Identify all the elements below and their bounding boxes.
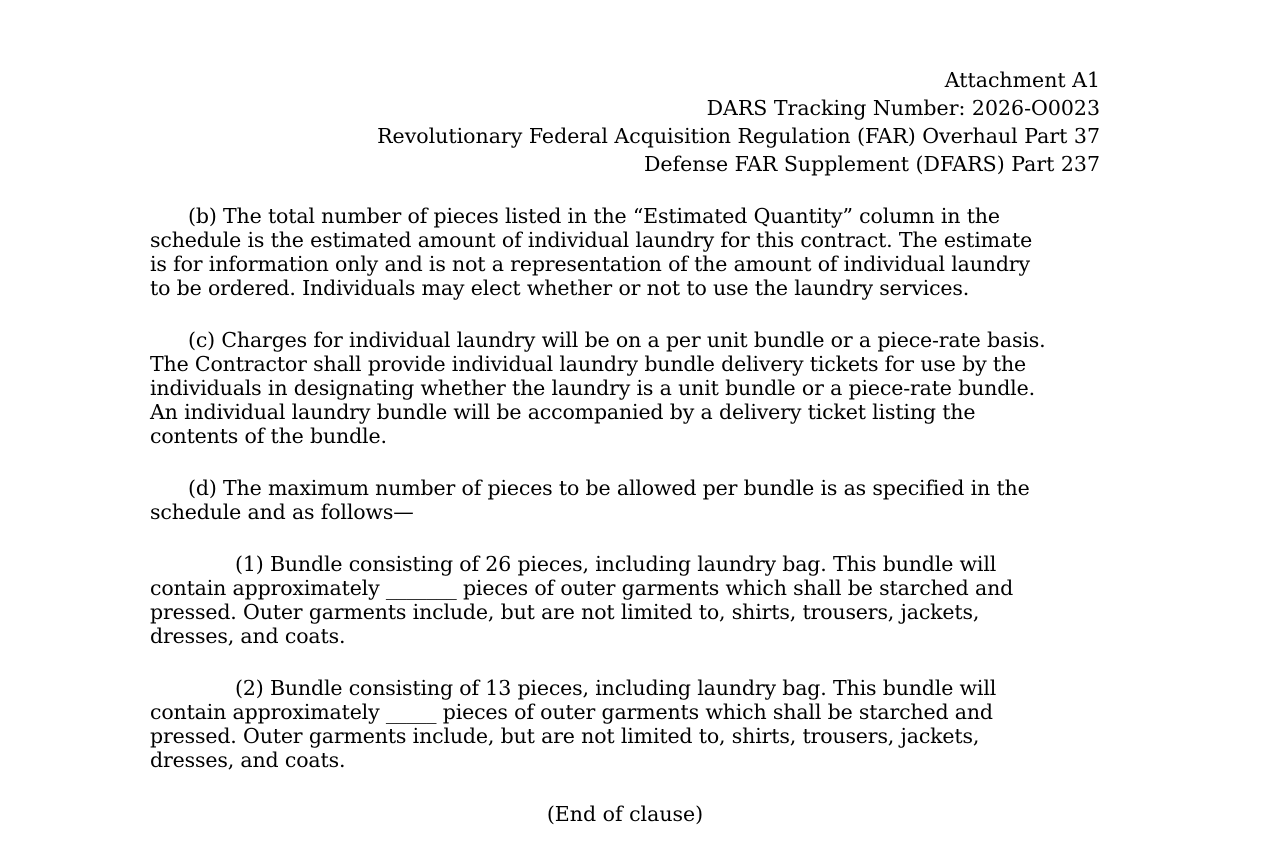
attachment-label: Attachment A1: [944, 68, 1100, 92]
paragraph-line: to be ordered. Individuals may elect whether or not to use the laundry services.: [150, 276, 970, 300]
paragraph-line: The Contractor shall provide individual laundry bundle delivery tickets for use by the: [150, 352, 1026, 376]
document-header: [150, 66, 1100, 178]
paragraph-line: contain approximately _______ pieces of outer garments which shall be starched and: [150, 576, 1014, 600]
paragraph-line: (b) The total number of pieces listed in the “Estimated Quantity” column in the: [188, 204, 1000, 228]
paragraph-d2: [150, 676, 1100, 772]
paragraph-line: (d) The maximum number of pieces to be allowed per bundle is as specified in the: [188, 476, 1030, 500]
paragraph-line: (c) Charges for individual laundry will be on a per unit bundle or a piece-rate basis.: [188, 328, 1046, 352]
paragraph-line: contents of the bundle.: [150, 424, 387, 448]
paragraph-line: pressed. Outer garments include, but are not limited to, shirts, trousers, jackets,: [150, 600, 980, 624]
paragraph-d1: [150, 552, 1100, 648]
paragraph-line: schedule is the estimated amount of individual laundry for this contract. The estimate: [150, 228, 1033, 252]
dfars-part-title: Defense FAR Supplement (DFARS) Part 237: [643, 152, 1100, 176]
paragraph-line: An individual laundry bundle will be accompanied by a delivery ticket listing the: [150, 400, 976, 424]
paragraph-line: dresses, and coats.: [150, 624, 346, 648]
paragraph-line: dresses, and coats.: [150, 748, 346, 772]
paragraph-line: (2) Bundle consisting of 13 pieces, including laundry bag. This bundle will: [235, 676, 997, 700]
paragraph-d: [150, 476, 1100, 524]
paragraph-b: [150, 204, 1100, 300]
end-of-clause: (End of clause): [546, 802, 704, 826]
paragraph-line: pressed. Outer garments include, but are not limited to, shirts, trousers, jackets,: [150, 724, 980, 748]
tracking-number: DARS Tracking Number: 2026-O0023: [706, 96, 1100, 120]
paragraph-line: is for information only and is not a representation of the amount of individual laundry: [150, 252, 1030, 276]
paragraph-line: contain approximately _____ pieces of outer garments which shall be starched and: [150, 700, 993, 724]
paragraph-line: individuals in designating whether the laundry is a unit bundle or a piece-rate bundle.: [150, 376, 1035, 400]
paragraph-c: [150, 328, 1100, 448]
document-page: [150, 66, 1100, 826]
paragraph-line: schedule and as follows—: [150, 500, 414, 524]
far-part-title: Revolutionary Federal Acquisition Regulation (FAR) Overhaul Part 37: [377, 124, 1100, 148]
paragraph-line: (1) Bundle consisting of 26 pieces, including laundry bag. This bundle will: [235, 552, 997, 576]
